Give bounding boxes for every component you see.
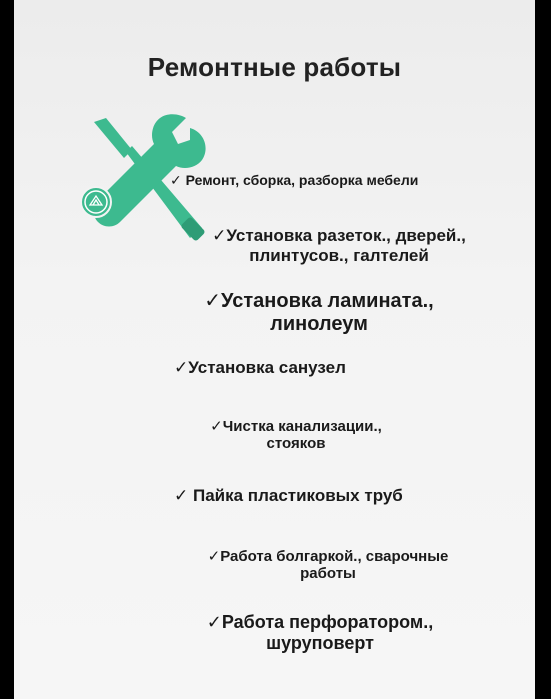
check-icon: ✓ [206,612,222,632]
check-icon: ✓ [204,290,222,312]
item-text: Установка санузел [188,358,346,377]
list-item [166,418,426,453]
item-text: Установка ламината., [221,290,434,312]
item-text-line2: работы [300,565,356,583]
item-text: Пайка пластиковых труб [192,486,403,505]
emblem-icon [81,187,111,217]
page-title: Ремонтные работы [147,52,402,82]
service-card [14,0,535,699]
check-icon: ✓ [174,358,189,377]
check-icon: ✓ [210,418,223,435]
item-text: Чистка канализации., [222,418,382,435]
list-item [174,486,403,506]
check-icon: ✓ [207,548,221,565]
item-text-line2: стояков [266,435,326,453]
check-icon: ✓ [170,172,182,188]
item-text: Ремонт, сборка, разборка мебели [185,172,419,188]
item-text: Работа болгаркой., сварочные [220,548,449,565]
list-item [170,172,418,188]
item-text-line2: линолеум [270,313,368,335]
item-text: Установка разеток., дверей., [226,226,466,245]
list-item [174,226,504,265]
list-item [174,358,346,378]
check-icon: ✓ [174,486,189,505]
check-icon: ✓ [212,226,227,245]
list-item [168,548,488,583]
item-text: Работа перфоратором., [221,612,434,632]
item-text-line2: плинтусов., галтелей [249,245,429,265]
list-item [164,290,474,336]
item-text-line2: шуруповерт [266,632,374,653]
list-item [170,612,470,653]
